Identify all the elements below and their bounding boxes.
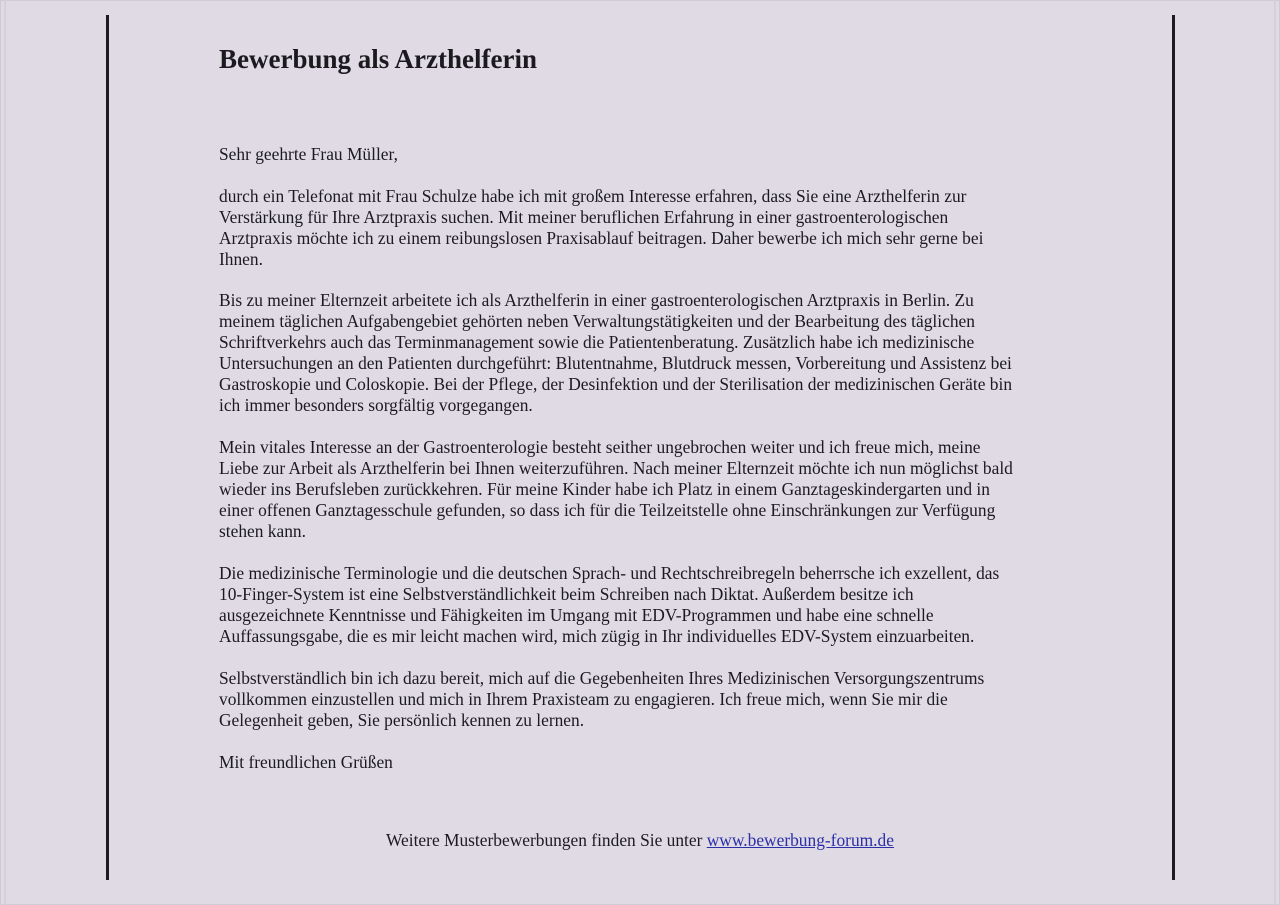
- text-line: 10-Finger-System ist eine Selbstverständlichkeit beim Schreiben nach Diktat. Außerdem besitze ich: [219, 584, 914, 604]
- paragraph-motivation: [219, 437, 1013, 542]
- footer-note: [0, 830, 1280, 851]
- left-vertical-rule: [106, 15, 109, 880]
- right-edge-shadow: [1274, 0, 1276, 905]
- text-line: Liebe zur Arbeit als Arzthelferin bei Ihnen weiterzuführen. Nach meiner Elternzeit möchte ich nun möglichst bald: [219, 458, 1013, 478]
- text-line: stehen kann.: [219, 521, 306, 541]
- text-line: Gastroskopie und Coloskopie. Bei der Pflege, der Desinfektion und der Sterilisation der medizinischen Geräte bin: [219, 374, 1013, 394]
- salutation: Sehr geehrte Frau Müller,: [219, 144, 398, 164]
- text-line: Arztpraxis möchte ich zu einem reibungslosen Praxisablauf beitragen. Daher bewerbe ich mich sehr gerne bei: [219, 228, 984, 248]
- right-vertical-rule: [1172, 15, 1175, 880]
- text-line: Selbstverständlich bin ich dazu bereit, mich auf die Gegebenheiten Ihres Medizinischen Versorgungszentrums: [219, 668, 985, 688]
- paragraph-intro: [219, 186, 983, 270]
- text-line: Verstärkung für Ihre Arztpraxis suchen. Mit meiner beruflichen Erfahrung in einer gastroenterologischen: [219, 207, 949, 227]
- left-edge-shadow: [4, 0, 6, 905]
- letter-title: Bewerbung als Arzthelferin: [219, 44, 537, 74]
- text-line: ausgezeichnete Kenntnisse und Fähigkeiten im Umgang mit EDV-Programmen und habe eine schnelle: [219, 605, 934, 625]
- paragraph-closing-remarks: [219, 668, 984, 731]
- text-line: Schriftverkehrs auch das Terminmanagement sowie die Patientenberatung. Zusätzlich habe ich medizinische: [219, 332, 975, 352]
- text-line: einer offenen Ganztagesschule gefunden, so dass ich für die Teilzeitstelle ohne Einschränkungen zur Verfügung: [219, 500, 996, 520]
- text-line: Gelegenheit geben, Sie persönlich kennen zu lernen.: [219, 710, 585, 730]
- paragraph-experience: [219, 290, 1012, 416]
- paragraph-skills: [219, 563, 999, 647]
- footer-text: Weitere Musterbewerbungen finden Sie unter: [386, 830, 707, 850]
- website-link[interactable]: www.bewerbung-forum.de: [706, 830, 894, 850]
- text-line: Mein vitales Interesse an der Gastroenterologie besteht seither ungebrochen weiter und ich freue mich, meine: [219, 437, 981, 457]
- text-line: Bis zu meiner Elternzeit arbeitete ich als Arzthelferin in einer gastroenterologischen Arztpraxis in Berlin. Zu: [219, 290, 974, 310]
- text-line: Auffassungsgabe, die es mir leicht machen wird, mich zügig in Ihr individuelles EDV-System einzuarbeiten.: [219, 626, 975, 646]
- closing-greeting: Mit freundlichen Grüßen: [219, 752, 393, 772]
- text-line: vollkommen einzustellen und mich in Ihrem Praxisteam zu engagieren. Ich freue mich, wenn Sie mir die: [219, 689, 948, 709]
- text-line: wieder ins Berufsleben zurückkehren. Für meine Kinder habe ich Platz in einem Ganztageskindergarten und in: [219, 479, 990, 499]
- text-line: meinem täglichen Aufgabengebiet gehörten neben Verwaltungstätigkeiten und der Bearbeitung des täglichen: [219, 311, 975, 331]
- text-line: Die medizinische Terminologie und die deutschen Sprach- und Rechtschreibregeln beherrsche ich exzellent, das: [219, 563, 1000, 583]
- text-line: Untersuchungen an den Patienten durchgeführt: Blutentnahme, Blutdruck messen, Vorbereitung und Assistenz bei: [219, 353, 1012, 373]
- text-line: ich immer besonders sorgfältig vorgegangen.: [219, 395, 533, 415]
- text-line: durch ein Telefonat mit Frau Schulze habe ich mit großem Interesse erfahren, dass Sie eine Arzthelferin zur: [219, 186, 967, 206]
- text-line: Ihnen.: [219, 249, 263, 269]
